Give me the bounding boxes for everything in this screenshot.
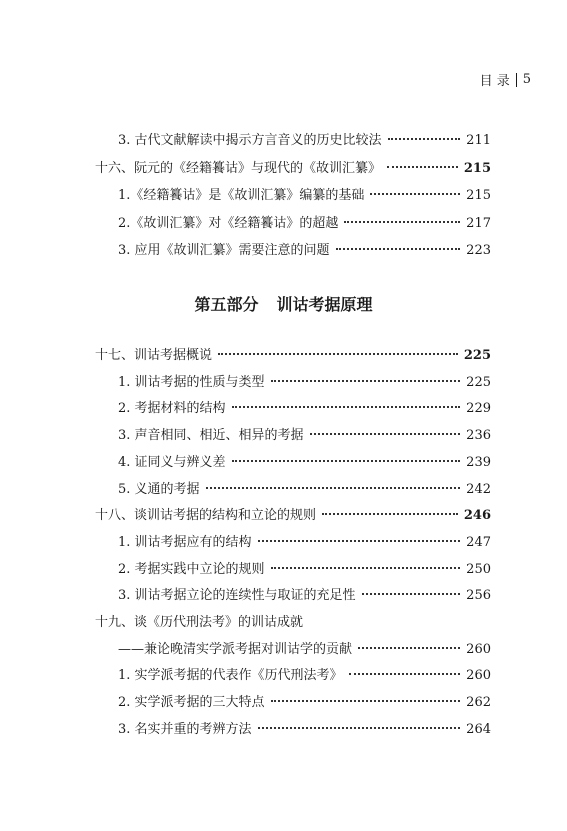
toc-entry-title: 5. 义通的考据 <box>118 481 200 497</box>
toc-entry-page: 246 <box>463 508 491 524</box>
toc-entry-title: 4. 证同义与辨义差 <box>118 454 226 470</box>
toc-entry-title: 十九、谈《历代刑法考》的训诂成就 <box>95 615 304 630</box>
toc-entry-title: 3. 应用《故训汇纂》需要注意的问题 <box>118 243 330 258</box>
toc-entry <box>95 506 491 526</box>
toc-leader-dots <box>336 247 461 250</box>
toc-entry <box>118 131 491 151</box>
toc-entry <box>118 373 491 393</box>
toc-leader-dots <box>271 699 461 702</box>
toc-entry <box>118 241 491 261</box>
toc-leader-dots <box>271 379 461 382</box>
header-label: 目 录 <box>479 74 510 89</box>
toc-entry <box>118 693 491 713</box>
toc-entry-page: 223 <box>466 243 491 258</box>
toc-entry-page: 217 <box>466 215 491 231</box>
toc-entry-title: 1. 训诂考据的性质与类型 <box>118 374 265 390</box>
toc-entry <box>118 480 491 500</box>
part-heading <box>0 292 567 315</box>
toc-entry <box>95 159 491 179</box>
toc-leader-dots <box>322 512 458 515</box>
header-separator <box>516 73 517 87</box>
toc-entry-page: 225 <box>463 348 491 363</box>
toc-entry-title: 1. 实学派考据的代表作《历代刑法考》 <box>118 668 343 684</box>
toc-entry <box>118 560 491 580</box>
toc-entry-title: 1. 训诂考据应有的结构 <box>118 534 252 550</box>
toc-leader-dots <box>387 165 458 168</box>
toc-entry <box>118 453 491 473</box>
toc-entry-title: 2. 考据材料的结构 <box>118 401 226 417</box>
toc-entry <box>118 533 491 553</box>
toc-entry-page: 260 <box>466 668 491 684</box>
toc-entry-page: 215 <box>466 188 491 203</box>
toc-entry-title: 1.《经籍籑诂》是《故训汇纂》编纂的基础 <box>118 188 365 203</box>
toc-entry-page: 250 <box>466 561 491 577</box>
toc-entry-title: 2. 实学派考据的三大特点 <box>118 695 265 711</box>
header-page-number: 5 <box>522 72 531 87</box>
running-header <box>480 70 531 89</box>
toc-leader-dots <box>271 566 461 569</box>
toc-leader-dots <box>370 192 460 195</box>
toc-entry-title: 十六、阮元的《经籍籑诂》与现代的《故训汇纂》 <box>95 160 382 176</box>
toc-leader-dots <box>362 592 461 595</box>
toc-entry-page: 229 <box>466 401 491 417</box>
toc-leader-dots <box>232 405 461 408</box>
toc-leader-dots <box>218 352 458 355</box>
toc-entry-title: ——兼论晚清实学派考据对训诂学的贡献 <box>118 641 353 657</box>
toc-leader-dots <box>232 459 461 462</box>
toc-entry-title: 十八、谈训诂考据的结构和立论的规则 <box>95 508 317 524</box>
toc-entry-title: 3. 训诂考据立论的连续性与取证的充足性 <box>118 588 356 604</box>
toc-entry-page: 262 <box>466 695 491 711</box>
toc-entry-title: 十七、训诂考据概说 <box>95 348 213 363</box>
toc-entry-page: 242 <box>466 481 491 497</box>
toc-leader-dots <box>258 539 461 542</box>
part-number: 第五部分 <box>194 295 259 314</box>
toc-entry-page: 260 <box>466 641 491 657</box>
toc-entry <box>118 666 491 686</box>
toc-entry <box>95 346 491 366</box>
toc-entry-title: 2.《故训汇纂》对《经籍籑诂》的超越 <box>118 215 339 231</box>
toc-leader-dots <box>358 646 460 649</box>
toc-entry <box>118 426 491 446</box>
toc-entry-page: 256 <box>466 588 491 604</box>
toc-entry-title: 2. 考据实践中立论的规则 <box>118 561 265 577</box>
toc-entry-page: 264 <box>466 721 491 737</box>
toc-entry-page: 211 <box>466 133 491 148</box>
toc-entry <box>95 613 491 633</box>
toc-leader-dots <box>206 486 461 489</box>
toc-entry <box>118 640 491 660</box>
toc-entry-title: 3. 古代文献解读中揭示方言音义的历史比较法 <box>118 133 382 148</box>
toc-leader-dots <box>258 726 461 729</box>
toc-leader-dots <box>344 220 460 223</box>
toc-entry <box>118 586 491 606</box>
toc-leader-dots <box>388 137 461 140</box>
toc-entry-page: 225 <box>466 374 491 390</box>
toc-entry-title: 3. 名实并重的考辨方法 <box>118 721 252 737</box>
toc-entry-page: 239 <box>466 454 491 470</box>
toc-entry-title: 3. 声音相同、相近、相异的考据 <box>118 428 304 444</box>
toc-leader-dots <box>349 672 461 675</box>
toc-entry-page: 215 <box>463 160 491 176</box>
toc-entry <box>118 186 491 206</box>
toc-entry-page: 236 <box>466 428 491 444</box>
toc-entry <box>118 214 491 234</box>
part-name: 训诂考据原理 <box>276 295 373 314</box>
toc-entry-page: 247 <box>466 534 491 550</box>
toc-leader-dots <box>310 432 461 435</box>
toc-entry <box>118 720 491 740</box>
toc-entry <box>118 399 491 419</box>
